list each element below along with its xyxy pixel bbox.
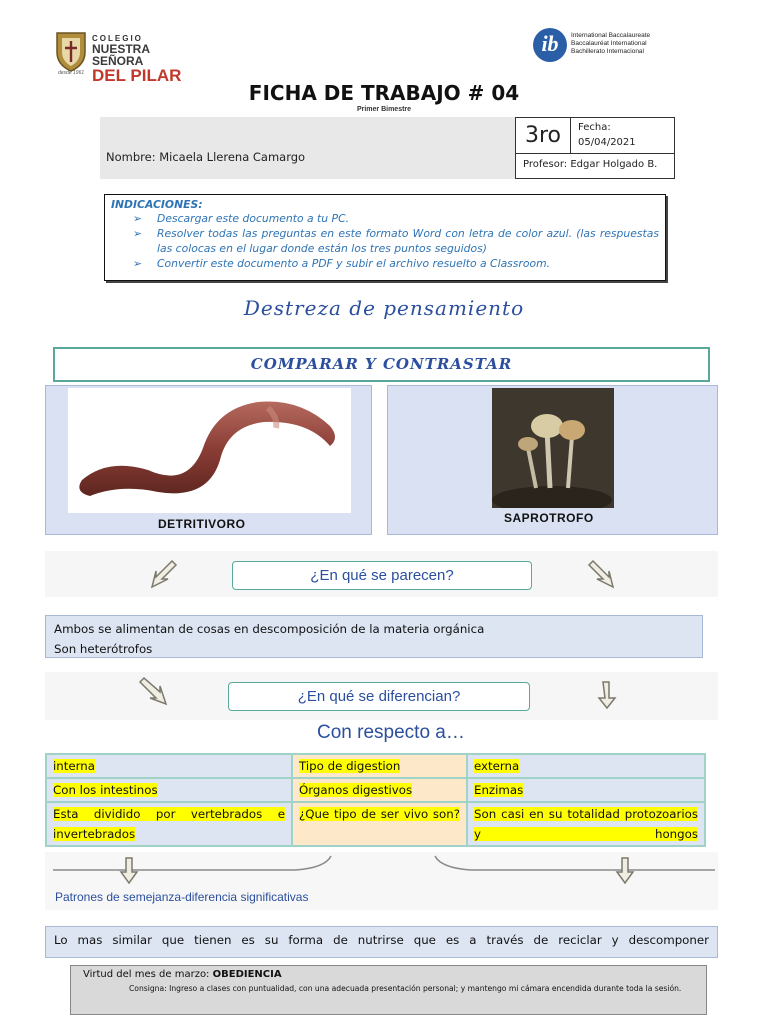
ib-line3: Bachillerato Internacional [571, 48, 644, 55]
saprotroph-label: SAPROTROFO [504, 511, 594, 525]
school-name-line1: COLEGIO [92, 34, 143, 43]
similarity-item: Son heterótrofos [54, 642, 153, 656]
student-info [100, 117, 675, 179]
down-arrow-icon [146, 557, 180, 591]
with-respect-to-heading: Con respecto a… [317, 722, 465, 743]
arrow-bullet-icon: ➢ [133, 227, 143, 240]
table-cell: ¿Que tipo de ser vivo son? [292, 802, 467, 846]
instructions-title: INDICACIONES: [111, 198, 203, 211]
virtue-line [83, 969, 706, 980]
table-row [46, 778, 705, 802]
similarity-item: Ambos se alimentan de cosas en descomposición de la materia orgánica [54, 622, 485, 636]
differences-table [45, 753, 706, 847]
down-arrow-icon [585, 557, 619, 591]
table-cell: Enzimas [467, 778, 705, 802]
date-cell [571, 117, 675, 154]
ib-circle-icon: ib [533, 28, 567, 62]
table-cell: Órganos digestivos [292, 778, 467, 802]
table-cell: interna [46, 754, 292, 778]
saprotroph-card [387, 385, 718, 535]
instructions-note: Consigna: Ingreso a clases con puntualidad, con una adecuada presentación personal; y mantengo mi cámara encendida durante toda la sesión. [129, 984, 682, 993]
patterns-strip [45, 852, 718, 910]
school-name-line2: NUESTRA SEÑORA [92, 42, 150, 68]
table-cell: Son casi en su totalidad protozoarios y hongos [467, 802, 705, 846]
similarities-question: ¿En qué se parecen? [232, 561, 532, 590]
thinking-skill-heading: Destreza de pensamiento [243, 296, 525, 320]
table-cell: Con los intestinos [46, 778, 292, 802]
footer-box [70, 965, 707, 1015]
school-logo [52, 30, 202, 85]
virtue-label: Virtud del mes de marzo: [83, 969, 210, 980]
mushroom-image [492, 388, 614, 508]
earthworm-image [68, 388, 351, 513]
detritivore-label: DETRITIVORO [158, 517, 246, 531]
page-title: FICHA DE TRABAJO # 04 [248, 81, 520, 105]
conclusion-answer: Lo mas similar que tienen es su forma de nutrirse que es a través de reciclar y descomponer [45, 926, 718, 958]
date-label: Fecha: [578, 122, 611, 133]
table-cell: Tipo de digestion [292, 754, 467, 778]
school-crest-icon [54, 30, 88, 72]
date-value: 05/04/2021 [578, 137, 636, 148]
ib-line2: Baccalauréat International [571, 40, 647, 47]
table-row [46, 802, 705, 846]
table-cell: externa [467, 754, 705, 778]
ib-line1: International Baccalaureate [571, 32, 651, 39]
down-arrow-icon [613, 856, 643, 886]
instruction-item: ➢ Descargar este documento a tu PC. [133, 212, 350, 225]
instruction-item: ➢ Resolver todas las preguntas en este formato Word con letra de color azul. (las respuestas las colocas en el lugar donde están los tres puntos seguidos) [133, 227, 659, 255]
detritivore-card [45, 385, 372, 535]
table-row [46, 754, 705, 778]
down-arrow-icon [597, 678, 631, 712]
arrow-bullet-icon: ➢ [133, 212, 143, 225]
differences-question: ¿En qué se diferencian? [228, 682, 530, 711]
ib-logo [533, 28, 683, 68]
arrow-bullet-icon: ➢ [133, 257, 143, 270]
down-arrow-icon [136, 676, 170, 710]
virtue-value: OBEDIENCIA [212, 969, 282, 980]
down-arrow-icon [117, 856, 147, 886]
instruction-item: ➢ Convertir este documento a PDF y subir el archivo resuelto a Classroom. [133, 257, 551, 270]
school-name-line3: DEL PILAR [92, 66, 182, 85]
student-name[interactable]: Nombre: Micaela Llerena Camargo [106, 150, 306, 164]
table-cell: Esta dividido por vertebrados e invertebrados [46, 802, 292, 846]
school-since: desde 1961 [58, 70, 85, 76]
compare-title: COMPARAR Y CONTRASTAR [53, 347, 710, 382]
similarities-answer [45, 615, 703, 658]
instructions-box [104, 194, 666, 281]
page-subtitle: Primer Bimestre [356, 106, 412, 113]
grade-badge: 3ro [515, 117, 571, 154]
teacher-cell: Profesor: Edgar Holgado B. [515, 154, 675, 179]
patterns-heading: Patrones de semejanza-diferencia significativas [55, 890, 309, 904]
